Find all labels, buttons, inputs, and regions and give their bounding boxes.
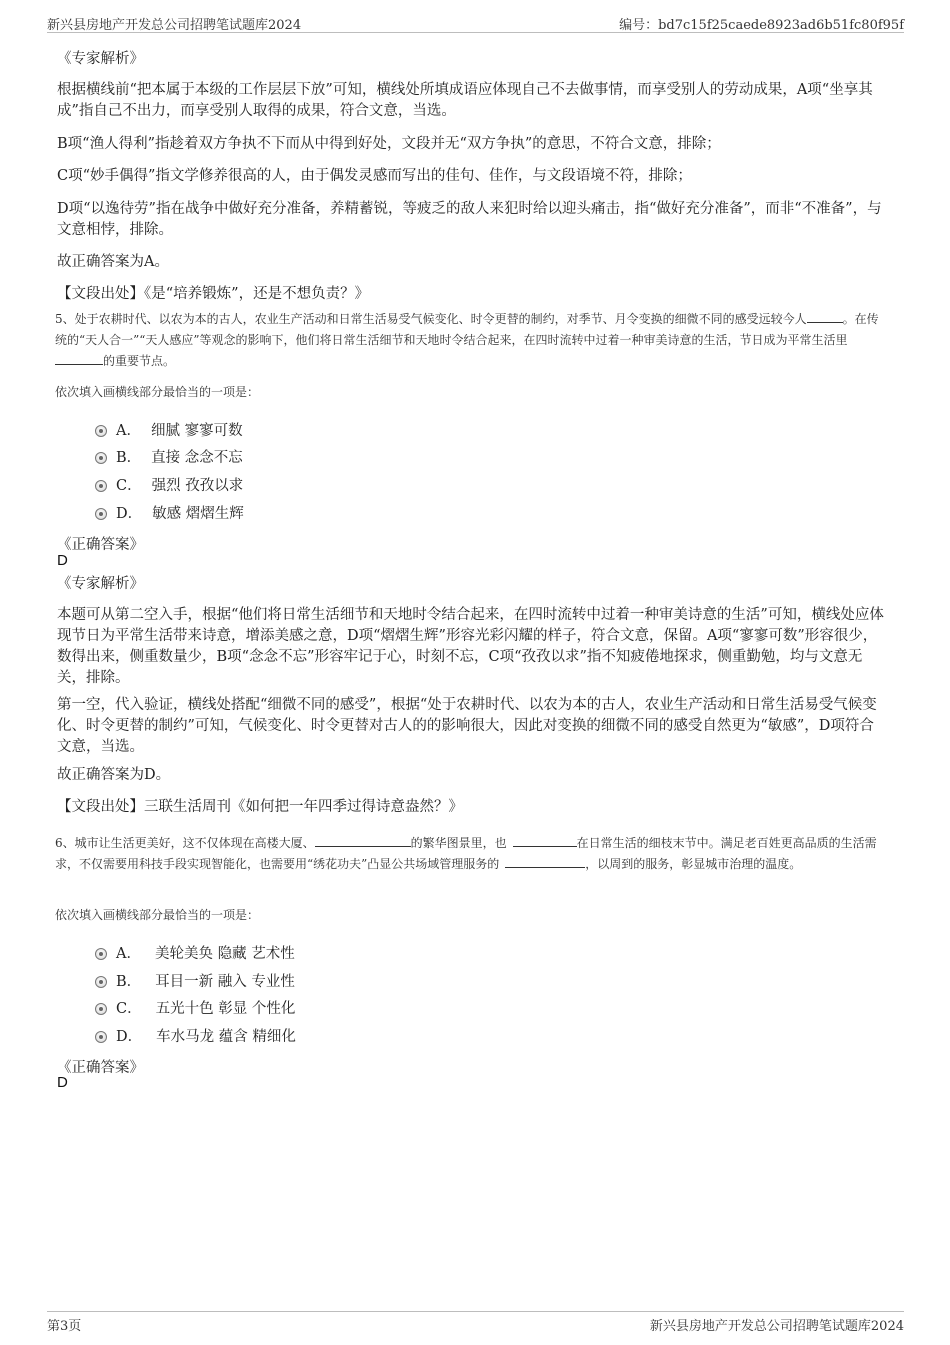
analysis-paragraph: D项“以逸待劳”指在战争中做好充分准备，养精蓄锐，等疲乏的敌人来犯时给以迎头痛击，指“做好充分准备”，而非“不准备”，与文意相悖，排除。 [57,201,882,238]
analysis-paragraph: 第一空，代入验证，横线处搭配“细微不同的感受”，根据“处于农耕时代、以农为本的古人，农业生产活动和日常生活易受气候变化、时令更替的制约”可知，气候变化、时令更替对古人的的影响很大，因此对变换的细微不同的感受自然更为“敏感”，D项符合文意，当选。 [57,697,877,755]
analysis-conclusion: 故正确答案为A。 [57,254,169,270]
fill-blank [513,833,577,847]
analysis-conclusion: 故正确答案为D。 [57,767,171,783]
option-c[interactable]: C． 强烈 孜孜以求 [95,474,243,496]
question-prompt: 依次填入画横线部分最恰当的一项是： [55,908,260,922]
radio-icon[interactable] [95,480,107,492]
radio-icon[interactable] [95,1031,107,1043]
question-stem: 6、城市让生活更美好，这不仅体现在高楼大厦、 的繁华图景里，也 在日常生活的细枝末节中。满足老百姓更高品质的生活需求，不仅需要用科技手段实现智能化，也需要用“绣花功夫”凸显公共场域管理服务的 ，以周到的服务，彰显城市治理的温度。 [55,833,885,875]
expert-analysis-label: 《专家解析》 [57,51,144,67]
correct-answer-label: 《正确答案》 [57,1060,144,1076]
document-id: 编号：bd7c15f25caede8923ad6b51fc80f95f [619,18,904,33]
footer-title: 新兴县房地产开发总公司招聘笔试题库2024 [649,1319,904,1334]
option-a[interactable]: A． 细腻 寥寥可数 [95,419,243,441]
fill-blank [315,833,411,847]
header-title: 新兴县房地产开发总公司招聘笔试题库2024 [47,18,302,33]
correct-answer: D [57,1074,68,1091]
radio-icon[interactable] [95,976,107,988]
radio-icon[interactable] [95,452,107,464]
analysis-paragraph: 根据横线前“把本属于本级的工作层层下放”可知，横线处所填成语应体现自己不去做事情，而享受别人的劳动成果，A项“坐享其成”指自己不出力，而享受别人取得的成果，符合文意，当选。 [57,82,873,119]
option-c[interactable]: C． 五光十色 彰显 个性化 [95,997,295,1019]
page-number: 第3页 [47,1319,82,1334]
option-d[interactable]: D． 敏感 熠熠生辉 [95,502,244,524]
fill-blank [505,854,585,868]
radio-icon[interactable] [95,1003,107,1015]
correct-answer: D [57,552,68,569]
page-header [47,12,904,33]
radio-icon[interactable] [95,948,107,960]
fill-blank [807,309,843,323]
source-citation: 【文段出处】三联生活周刊《如何把一年四季过得诗意盎然？》 [57,799,463,815]
option-a[interactable]: A． 美轮美奂 隐藏 艺术性 [95,942,295,964]
option-b[interactable]: B． 耳目一新 融入 专业性 [95,970,295,992]
radio-icon[interactable] [95,425,107,437]
fill-blank [55,351,103,365]
option-b[interactable]: B． 直接 念念不忘 [95,446,243,468]
option-d[interactable]: D． 车水马龙 蕴含 精细化 [95,1025,296,1047]
correct-answer-label: 《正确答案》 [57,537,144,553]
radio-icon[interactable] [95,508,107,520]
question-prompt: 依次填入画横线部分最恰当的一项是： [55,385,260,399]
expert-analysis-label: 《专家解析》 [57,576,144,592]
question-stem: 5、处于农耕时代、以农为本的古人，农业生产活动和日常生活易受气候变化、时令更替的制约，对季节、月令变换的细微不同的感受远较今人 。在传统的“天人合一”“天人感应”等观念的影响下，他们将日常生活细节和天地时令结合起来，在四时流转中过着一种审美诗意的生活，节日成为平常生活里的重要节点。 [55,309,885,372]
page-footer [47,1311,904,1334]
analysis-paragraph: C项“妙手偶得”指文学修养很高的人，由于偶发灵感而写出的佳句、佳作，与文段语境不符，排除； [57,168,692,184]
source-citation: 【文段出处】《是“培养锻炼”，还是不想负责？》 [57,286,370,302]
analysis-paragraph: 本题可从第二空入手，根据“他们将日常生活细节和天地时令结合起来，在四时流转中过着一种审美诗意的生活”可知，横线处应体现节日为平常生活带来诗意，增添美感之意，D项“熠熠生辉”形容光彩闪耀的样子，符合文意，保留。A项“寥寥可数”形容很少，数得出来，侧重数量少，B项“念念不忘”形容牢记于心，时刻不忘，C项“孜孜以求”指不知疲倦地探求，侧重勤勉，均与文意无关，排除。 [57,607,884,686]
analysis-paragraph: B项“渔人得利”指趁着双方争执不下而从中得到好处，文段并无“双方争执”的意思，不符合文意，排除； [57,136,721,152]
